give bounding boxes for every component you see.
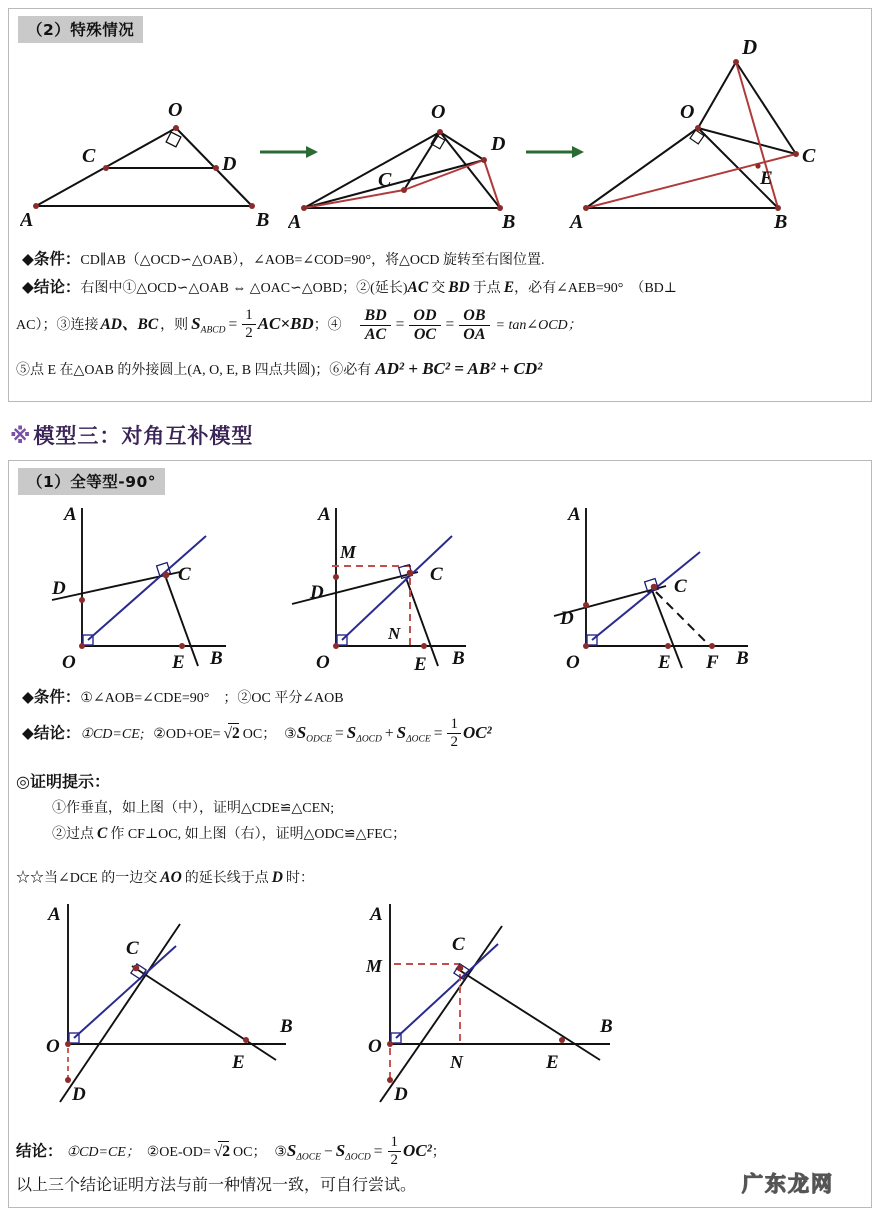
bottom-conclusion-3-index: ③ bbox=[274, 1145, 287, 1161]
label-E: E bbox=[232, 1052, 245, 1073]
special-conclusion-E: E bbox=[503, 279, 515, 296]
m3-plus: + bbox=[384, 725, 394, 743]
label-C: C bbox=[82, 145, 96, 167]
label-A: A bbox=[64, 504, 77, 525]
label-O: O bbox=[431, 101, 446, 123]
label-F: F bbox=[706, 652, 719, 673]
diagram-congruent90-right bbox=[540, 498, 790, 674]
label-A: A bbox=[20, 209, 34, 230]
ratio3-den: OA bbox=[463, 326, 486, 343]
label-N: N bbox=[388, 624, 401, 643]
label-D: D bbox=[742, 36, 758, 59]
label-C: C bbox=[378, 169, 392, 191]
special-conclusion-line-1 bbox=[22, 276, 677, 299]
label-D: D bbox=[310, 582, 324, 603]
label-O: O bbox=[62, 652, 76, 673]
star-note-c: 的延长线于点 bbox=[184, 871, 269, 886]
label-A: A bbox=[288, 211, 302, 230]
label-C: C bbox=[452, 934, 465, 955]
m3-condition-text: ①∠AOB=∠CDE=90° ；②OC 平分∠AOB bbox=[80, 691, 344, 706]
sqrt-bar bbox=[228, 723, 239, 724]
bottom-S-OCE-sub: ΔOCE bbox=[296, 1152, 321, 1163]
label-B: B bbox=[600, 1016, 613, 1037]
bottom-S-OCD-sub: ΔOCD bbox=[345, 1152, 371, 1163]
proof-hint-1 bbox=[52, 796, 334, 819]
special-line3-fraction bbox=[242, 308, 256, 341]
model3-heading bbox=[10, 420, 253, 450]
special-line3-S-sub: ABCD bbox=[200, 325, 226, 336]
ratio-BD-AC bbox=[360, 308, 390, 343]
proof-hint-2c: 作 CF⊥OC, 如上图（右），证明△ODC≌△FEC； bbox=[110, 827, 407, 842]
label-C: C bbox=[674, 576, 687, 597]
special-conclusion-line-3 bbox=[16, 356, 542, 382]
label-C: C bbox=[126, 938, 139, 959]
m3-conclusion-3-index: ③ bbox=[284, 727, 297, 743]
watermark: 广东龙网 bbox=[742, 1172, 834, 1196]
label-B: B bbox=[502, 211, 516, 230]
label-D: D bbox=[72, 1084, 86, 1105]
label-D: D bbox=[491, 133, 506, 155]
special-line3-eq: = bbox=[228, 316, 238, 334]
ratio3-num: OB bbox=[459, 308, 489, 326]
section-congruent90-tag: （1）全等型-90° bbox=[18, 468, 165, 495]
bottom-note: 以上三个结论证明方法与前一种情况一致，可自行尝试。 bbox=[16, 1177, 417, 1194]
label-B: B bbox=[280, 1016, 293, 1037]
label-O: O bbox=[46, 1036, 60, 1057]
label-O: O bbox=[368, 1036, 382, 1057]
label-O: O bbox=[566, 652, 580, 673]
diagram-congruent90-left bbox=[30, 498, 260, 674]
bottom-minus: − bbox=[323, 1143, 333, 1161]
special-conclusion-yudian: 于点 bbox=[472, 281, 501, 296]
section-special-case-tag: （2）特殊情况 bbox=[18, 16, 143, 43]
special-line3-tail: AC×BD bbox=[257, 314, 314, 334]
special-tan-tail: = tan∠OCD； bbox=[495, 318, 582, 334]
m3-condition-line bbox=[22, 686, 344, 709]
bottom-OC-squared: OC² bbox=[403, 1141, 432, 1161]
sqrt-radicand: 2 bbox=[232, 725, 240, 743]
special-conclusion-line-2: AC）；③连接 AD、BC ，则 $S_{ABCD}$ = $\frac{1}{2}$ AC×BD；④ $\frac{BD}{AC}$ = $\frac{OD}{OC}$ = $\frac{OB}{OA}$ = tan∠OCD； bbox=[16, 307, 582, 343]
special-line4-a: ⑤点 E 在△OAB 的外接圆上(A, O, E, B 四点共圆)；⑥必有 bbox=[16, 363, 372, 378]
label-E: E bbox=[760, 168, 773, 189]
label-A: A bbox=[48, 904, 61, 925]
star-note-a: ☆☆当∠DCE 的一边交 bbox=[16, 871, 158, 886]
frac-numerator: 1 bbox=[388, 1135, 402, 1152]
special-line3-S: S bbox=[191, 314, 201, 334]
ratio2-den: OC bbox=[413, 326, 437, 343]
m3-S-ODCE: S bbox=[296, 723, 307, 743]
label-E: E bbox=[414, 654, 427, 674]
special-line3-semi: ；④ bbox=[313, 318, 342, 334]
diagram-top-middle bbox=[288, 90, 538, 230]
label-B: B bbox=[736, 648, 749, 669]
special-conclusion-1a: 右图中①△OCD∽△OAB ⇔ △OAC∽△OBD；②(延长) bbox=[80, 281, 408, 296]
m3-condition-label: ◆条件： bbox=[22, 688, 81, 706]
bottom-conclusion-2a: ②OE-OD= bbox=[146, 1145, 211, 1161]
special-condition-text: CD∥AB（△OCD∽△OAB），∠AOB=∠COD=90°，将△OCD 旋转至右图位置. bbox=[80, 253, 545, 268]
label-O: O bbox=[168, 99, 183, 121]
m3-conclusion-2a: ②OD+OE= bbox=[153, 727, 221, 743]
frac-denominator: 2 bbox=[450, 734, 458, 750]
label-B: B bbox=[256, 209, 270, 230]
frac-denominator: 2 bbox=[390, 1152, 399, 1168]
bottom-conclusion-line bbox=[16, 1136, 446, 1169]
bottom-half-fraction bbox=[388, 1135, 402, 1168]
bottom-semicolon: ； bbox=[431, 1145, 446, 1161]
m3-S-OCE-sub: ΔOCE bbox=[406, 734, 431, 745]
special-line3-c: ，则 bbox=[160, 318, 189, 334]
label-C: C bbox=[178, 564, 191, 585]
proof-hint-2 bbox=[52, 822, 406, 845]
diagram-top-right bbox=[568, 36, 864, 230]
diagram-extended-left bbox=[34, 896, 304, 1128]
bottom-conclusion-label: 结论： bbox=[16, 1142, 63, 1161]
bottom-conclusion-1: ①CD=CE； bbox=[66, 1145, 140, 1161]
special-conclusion-AC: AC bbox=[407, 279, 429, 296]
frac-numerator: 1 bbox=[242, 308, 256, 325]
ratio2-num: OD bbox=[409, 308, 440, 326]
diagram-congruent90-middle bbox=[288, 498, 518, 674]
bottom-S-OCD: S bbox=[335, 1141, 346, 1161]
m3-conclusion-2b: OC； bbox=[242, 727, 277, 743]
label-M: M bbox=[340, 542, 357, 562]
label-C: C bbox=[802, 145, 816, 167]
label-A: A bbox=[318, 504, 331, 525]
sqrt-icon-2: √ 2 bbox=[213, 1143, 230, 1161]
special-conclusion-jiao: 交 bbox=[431, 281, 446, 296]
m3-eq1: = bbox=[335, 725, 344, 743]
bottom-eq: = bbox=[373, 1143, 383, 1161]
label-O: O bbox=[680, 101, 695, 123]
sqrt-radicand: 2 bbox=[222, 1143, 230, 1161]
star-note-line bbox=[16, 866, 314, 889]
special-conclusion-1g: ，必有∠AEB=90° （BD⊥ bbox=[514, 281, 677, 296]
sqrt-bar bbox=[218, 1141, 229, 1142]
m3-S-OCE: S bbox=[396, 723, 407, 743]
label-A: A bbox=[568, 504, 581, 525]
asterisk-icon: ※ bbox=[10, 424, 32, 448]
special-condition-label: ◆条件： bbox=[22, 250, 81, 268]
label-B: B bbox=[210, 648, 223, 669]
frac-denominator: 2 bbox=[245, 325, 253, 341]
proof-hint-1-text: ①作垂直，如上图（中），证明△CDE≌△CEN; bbox=[52, 801, 335, 816]
m3-S-OCD-sub: ΔOCD bbox=[356, 734, 382, 745]
label-D: D bbox=[222, 153, 237, 175]
m3-S-ODCE-sub: ODCE bbox=[306, 734, 333, 745]
ratio1-den: AC bbox=[364, 326, 387, 343]
special-line4-eq: AD² + BC² = AB² + CD² bbox=[375, 359, 543, 378]
special-conclusion-BD: BD bbox=[448, 279, 470, 296]
label-E: E bbox=[546, 1052, 559, 1073]
diagram-top-left bbox=[20, 90, 270, 230]
bottom-S-OCE: S bbox=[286, 1141, 297, 1161]
label-M: M bbox=[366, 956, 383, 976]
m3-conclusion-line bbox=[22, 718, 492, 751]
m3-conclusion-label: ◆结论： bbox=[22, 724, 81, 743]
star-note-AO: AO bbox=[160, 869, 182, 886]
m3-eq2: = bbox=[433, 725, 443, 743]
label-A: A bbox=[370, 904, 383, 925]
ratio-OD-OC bbox=[409, 308, 440, 343]
star-note-D: D bbox=[271, 869, 283, 886]
proof-hint-label: ◎证明提示： bbox=[16, 772, 110, 791]
m3-half-fraction bbox=[447, 717, 461, 750]
proof-hint-2a: ②过点 bbox=[52, 827, 94, 842]
special-condition-line bbox=[22, 248, 544, 271]
label-E: E bbox=[658, 652, 671, 673]
label-C: C bbox=[430, 564, 443, 585]
ratio1-num: BD bbox=[360, 308, 390, 326]
m3-S-OCD: S bbox=[346, 723, 357, 743]
label-E: E bbox=[172, 652, 185, 673]
label-D: D bbox=[52, 578, 66, 599]
model3-heading-text: 模型三：对角互补模型 bbox=[33, 424, 254, 448]
label-B: B bbox=[774, 211, 788, 230]
star-note-e: 时： bbox=[285, 871, 314, 886]
special-conclusion-label: ◆结论： bbox=[22, 278, 81, 296]
special-line3-AD-BC: AD、BC bbox=[100, 316, 159, 334]
diagram-extended-right bbox=[348, 896, 638, 1128]
label-A: A bbox=[570, 211, 584, 230]
special-line3-a: AC）；③连接 bbox=[16, 318, 99, 334]
m3-OC-squared: OC² bbox=[462, 723, 492, 743]
label-O: O bbox=[316, 652, 330, 673]
bottom-conclusion-2b: OC； bbox=[233, 1145, 267, 1161]
ratio-OB-OA bbox=[459, 308, 489, 343]
sqrt-icon: √ 2 bbox=[223, 725, 240, 743]
frac-numerator: 1 bbox=[447, 717, 461, 734]
m3-conclusion-1: ①CD=CE; bbox=[80, 727, 145, 743]
label-D: D bbox=[394, 1084, 408, 1105]
label-B: B bbox=[452, 648, 465, 669]
label-D: D bbox=[560, 608, 574, 629]
proof-hint-2-C: C bbox=[97, 825, 108, 842]
label-N: N bbox=[450, 1052, 463, 1072]
